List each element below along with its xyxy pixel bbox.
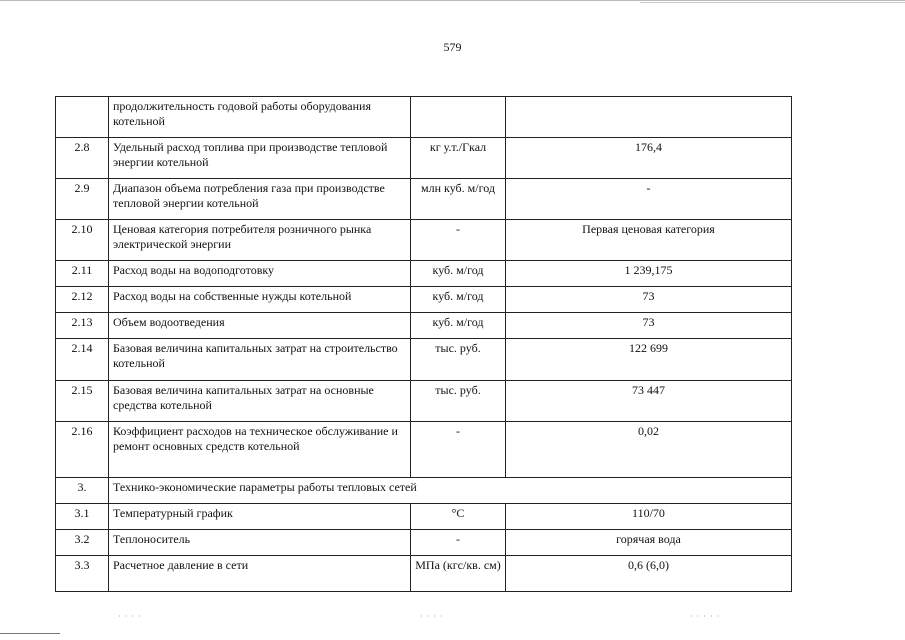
parameters-table (55, 96, 792, 592)
row-number: 3.1 (56, 504, 109, 530)
row-value: 73 (506, 287, 792, 313)
row-parameter: продолжительность годовой работы оборудования котельной (109, 97, 411, 138)
row-value: 0,02 (506, 422, 792, 478)
row-unit: куб. м/год (411, 287, 506, 313)
row-unit: кг у.т./Гкал (411, 138, 506, 179)
row-unit: °C (411, 504, 506, 530)
row-parameter: Температурный график (109, 504, 411, 530)
row-value: 122 699 (506, 339, 792, 381)
row-value: Первая ценовая категория (506, 220, 792, 261)
row-value: - (506, 179, 792, 220)
bottom-scan-line (0, 633, 60, 634)
row-number: 2.12 (56, 287, 109, 313)
row-value: 110/70 (506, 504, 792, 530)
row-unit: - (411, 220, 506, 261)
row-number: 2.9 (56, 179, 109, 220)
table-row (56, 220, 792, 261)
row-parameter: Базовая величина капитальных затрат на строительство котельной (109, 339, 411, 381)
table-row (56, 313, 792, 339)
scan-noise: · · · · · (690, 612, 721, 621)
row-unit: куб. м/год (411, 261, 506, 287)
row-parameter: Коэффициент расходов на техническое обслуживание и ремонт основных средств котельной (109, 422, 411, 478)
row-number: 2.11 (56, 261, 109, 287)
row-value (506, 97, 792, 138)
row-value: 73 (506, 313, 792, 339)
row-parameter: Ценовая категория потребителя розничного рынка электрической энергии (109, 220, 411, 261)
row-number: 2.13 (56, 313, 109, 339)
row-parameter: Теплоноситель (109, 530, 411, 556)
row-number: 3.3 (56, 556, 109, 592)
row-number: 2.14 (56, 339, 109, 381)
row-value: горячая вода (506, 530, 792, 556)
section-title: Технико-экономические параметры работы тепловых сетей (109, 478, 792, 504)
row-unit: куб. м/год (411, 313, 506, 339)
row-unit: тыс. руб. (411, 381, 506, 422)
row-value: 1 239,175 (506, 261, 792, 287)
row-number: 2.10 (56, 220, 109, 261)
scan-noise: · · · · (420, 612, 444, 621)
section-row (56, 478, 792, 504)
row-parameter: Диапазон объема потребления газа при производстве тепловой энергии котельной (109, 179, 411, 220)
row-value: 176,4 (506, 138, 792, 179)
row-value: 0,6 (6,0) (506, 556, 792, 592)
row-unit: МПа (кгс/кв. см) (411, 556, 506, 592)
row-unit (411, 97, 506, 138)
row-number: 3.2 (56, 530, 109, 556)
table-row (56, 422, 792, 478)
row-parameter: Объем водоотведения (109, 313, 411, 339)
table-row (56, 138, 792, 179)
row-parameter: Расход воды на водоподготовку (109, 261, 411, 287)
section-number: 3. (56, 478, 109, 504)
row-parameter: Расход воды на собственные нужды котельной (109, 287, 411, 313)
table-row (56, 339, 792, 381)
page-number: 579 (443, 40, 462, 54)
row-parameter: Расчетное давление в сети (109, 556, 411, 592)
top-scan-line (640, 2, 905, 3)
table-row (56, 287, 792, 313)
table-row (56, 381, 792, 422)
table-row (56, 530, 792, 556)
row-parameter: Удельный расход топлива при производстве тепловой энергии котельной (109, 138, 411, 179)
row-unit: млн куб. м/год (411, 179, 506, 220)
scan-noise: · · · · (118, 612, 142, 621)
row-number (56, 97, 109, 138)
row-parameter: Базовая величина капитальных затрат на основные средства котельной (109, 381, 411, 422)
row-unit: - (411, 422, 506, 478)
table-row (56, 179, 792, 220)
table-row (56, 556, 792, 592)
row-unit: тыс. руб. (411, 339, 506, 381)
row-number: 2.8 (56, 138, 109, 179)
table-row (56, 97, 792, 138)
table-row (56, 504, 792, 530)
top-scan-line (0, 0, 905, 1)
table-row (56, 261, 792, 287)
row-unit: - (411, 530, 506, 556)
row-number: 2.16 (56, 422, 109, 478)
row-value: 73 447 (506, 381, 792, 422)
row-number: 2.15 (56, 381, 109, 422)
